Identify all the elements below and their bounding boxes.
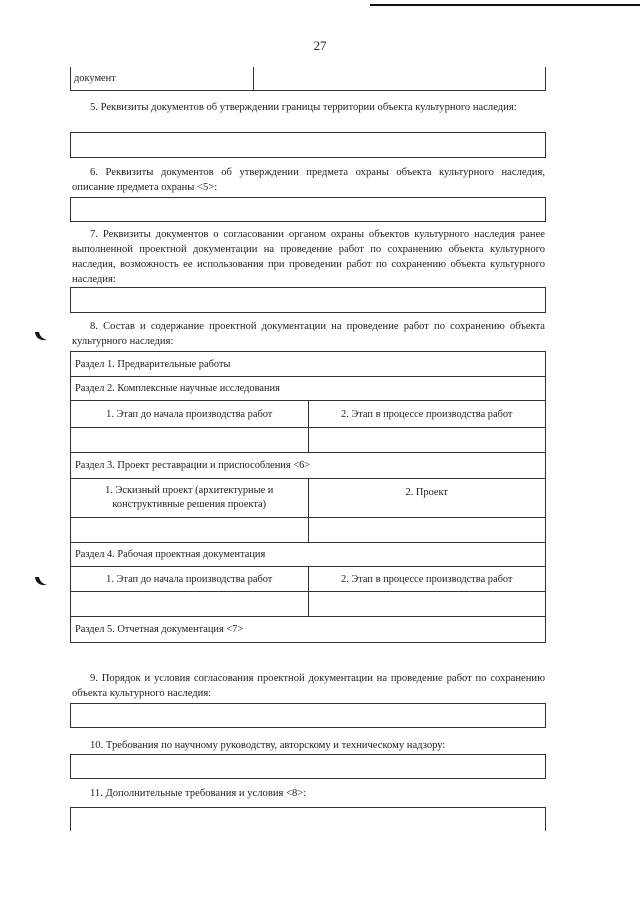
top-row-label: документ [74,73,116,84]
section-2-stage-1-cell[interactable] [71,428,309,453]
section-2-stage-1: 1. Этап до начала производства работ [71,401,309,428]
top-partial-row [70,67,546,91]
hole-punch-mark [34,330,48,342]
section-4-stage-2: 2. Этап в процессе производства работ [308,567,546,592]
table-row [71,479,546,518]
item-7-field[interactable] [70,287,546,313]
item-11-field[interactable] [70,807,546,831]
hole-punch-mark [34,575,48,587]
table-row [71,543,546,567]
item-10-text: 10. Требования по научному руководству, авторскому и техническому надзору: [90,740,446,751]
section-3-project-cell[interactable] [308,518,546,543]
section-2-stage-2: 2. Этап в процессе производства работ [308,401,546,428]
table-row [71,352,546,377]
section-3-project: 2. Проект [308,479,546,518]
page-number: 27 [313,38,327,53]
section-4: Раздел 4. Рабочая проектная документация [71,543,546,567]
item-7-text: 7. Реквизиты документов о согласовании органом охраны объектов культурного наследия ранее выполненной проектной документации на проведение работ по сохранению объекта культурного наследия, возможность ее использования при проведении работ по сохранению объекта культурного наследия: [72,229,545,285]
section-3-sketch: 1. Эскизный проект (архитектурные и конструктивные решения проекта) [71,479,309,518]
item-5-text: 5. Реквизиты документов об утверждении границы территории объекта культурного наследия: [90,102,517,113]
table-row [71,518,546,543]
table-row [71,617,546,643]
table-row [71,592,546,617]
section-2: Раздел 2. Комплексные научные исследования [71,377,546,401]
section-2-stage-2-cell[interactable] [308,428,546,453]
section-4-stage-1-cell[interactable] [71,592,309,617]
section-3-sketch-cell[interactable] [71,518,309,543]
table-row [71,377,546,401]
section-3: Раздел 3. Проект реставрации и приспособления <6> [71,453,546,479]
item-9-text: 9. Порядок и условия согласования проектной документации на проведение работ по сохранению объекта культурного наследия: [72,673,545,699]
project-docs-table [70,351,546,643]
item-6-field[interactable] [70,197,546,222]
table-row [71,428,546,453]
item-5-field[interactable] [70,132,546,158]
section-4-stage-1: 1. Этап до начала производства работ [71,567,309,592]
section-1: Раздел 1. Предварительные работы [71,352,546,377]
section-5: Раздел 5. Отчетная документация <7> [71,617,546,643]
section-4-stage-2-cell[interactable] [308,592,546,617]
table-row [71,453,546,479]
item-9-field[interactable] [70,703,546,728]
table-row [71,567,546,592]
item-6-text: 6. Реквизиты документов об утверждении предмета охраны объекта культурного наследия, описание предмета охраны <5>: [72,167,545,193]
item-11-text: 11. Дополнительные требования и условия <8>: [90,788,307,799]
item-10-field[interactable] [70,754,546,779]
table-row [71,401,546,428]
item-8-text: 8. Состав и содержание проектной документации на проведение работ по сохранению объекта культурного наследия: [72,321,545,347]
top-rule [370,4,640,6]
